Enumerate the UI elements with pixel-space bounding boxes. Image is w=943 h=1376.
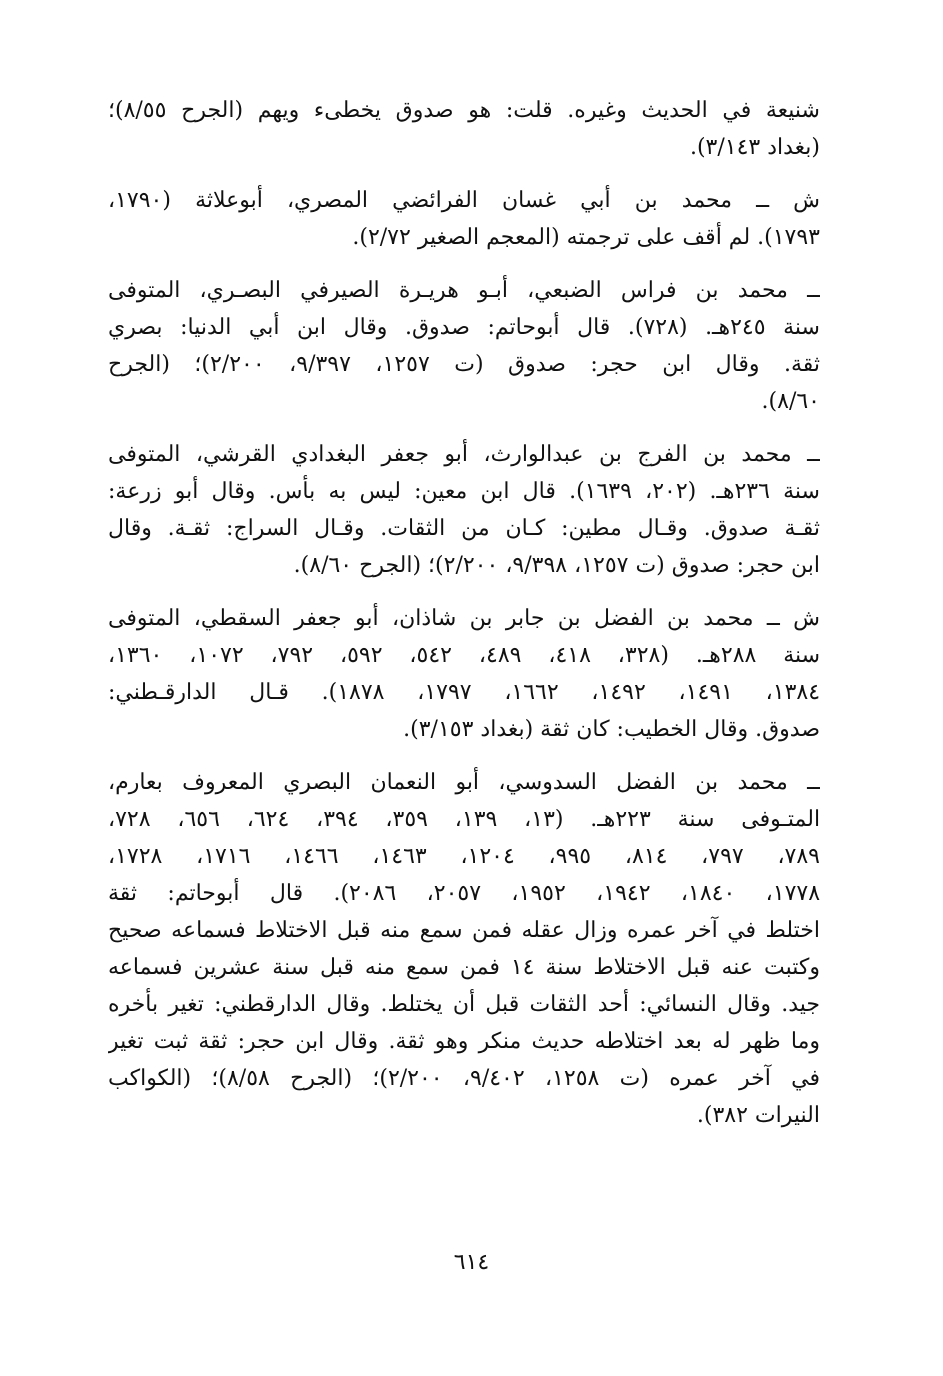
text-line: في آخر عمره (ت ١٢٥٨، ٩/٤٠٢، ٢/٢٠٠)؛ (الجرح ٨/٥٨)؛ (الكواكب — [108, 1066, 820, 1091]
text-line: وما ظهر له بعد اختلاطه حديث منكر وهو ثقة. وقال ابن حجر: ثقة ثبت تغير — [108, 1029, 820, 1054]
text-line: سنة ٢٣٦هـ. (٢٠٢، ١٦٣٩). قال ابن معين: ليس به بأس. وقال أبو زرعة: — [108, 479, 820, 504]
paragraph — [108, 182, 820, 256]
text-line: ابن حجر: صدوق (ت ١٢٥٧، ٩/٣٩٨، ٢/٢٠٠)؛ (الجرح ٨/٦٠). — [293, 553, 820, 578]
text-line: وكتبت عنه قبل الاختلاط سنة ١٤ فمن سمع منه قبل سنة عشرين فسماعه — [108, 955, 820, 980]
text-line: شنيعة في الحديث وغيره. قلت: هو صدوق يخطىء ويهم (الجرح ٨/٥٥)؛ — [108, 98, 820, 123]
text-line: ٨/٦٠). — [761, 389, 820, 414]
paragraph — [108, 764, 820, 1134]
text-line: ش ــ محمد بن الفضل بن جابر بن شاذان، أبو جعفر السقطي، المتوفى — [108, 606, 820, 631]
paragraph — [108, 92, 820, 166]
text-line: ١٧٩٣). لم أقف على ترجمته (المعجم الصغير ٢/٧٢). — [352, 225, 820, 250]
paragraph — [108, 436, 820, 584]
text-line: ــ محمد بن الفرج بن عبدالوارث، أبو جعفر البغدادي القرشي، المتوفى — [108, 442, 820, 467]
text-line: صدوق. وقال الخطيب: كان ثقة (بغداد ٣/١٥٣). — [403, 717, 820, 742]
text-line: النيرات ٣٨٢). — [696, 1103, 820, 1128]
text-line: ثقة. وقال ابن حجر: صدوق (ت ١٢٥٧، ٩/٣٩٧، ٢/٢٠٠)؛ (الجرح — [108, 352, 820, 377]
text-line: ٧٨٩، ٧٩٧، ٨١٤، ٩٩٥، ١٢٠٤، ١٤٦٣، ١٤٦٦، ١٧١٦، ١٧٢٨، — [108, 844, 820, 869]
text-line: اختلط في آخر عمره وزال عقله فمن سمع منه قبل الاختلاط فسماعه صحيح — [108, 918, 820, 943]
paragraph — [108, 272, 820, 420]
text-line: المتـوفى سنة ٢٢٣هـ. (١٣، ١٣٩، ٣٥٩، ٣٩٤، ٦٢٤، ٦٥٦، ٧٢٨، — [108, 807, 820, 832]
text-line: ١٧٧٨، ١٨٤٠، ١٩٤٢، ١٩٥٢، ٢٠٥٧، ٢٠٨٦). قال أبوحاتم: ثقة — [108, 881, 820, 906]
text-line: ــ محمد بن الفضل السدوسي، أبو النعمان البصري المعروف بعارم، — [108, 770, 820, 795]
text-line: سنة ٢٤٥هـ. (٧٢٨). قال أبوحاتم: صدوق. وقال ابن أبي الدنيا: بصري — [108, 315, 820, 340]
text-line: (بغداد ٣/١٤٣). — [689, 135, 820, 160]
text-line: ثقـة صدوق. وقـال مطين: كـان من الثقات. وقـال السراج: ثقـة. وقال — [108, 516, 820, 541]
text-line: سنة ٢٨٨هـ. (٣٢٨، ٤١٨، ٤٨٩، ٥٤٢، ٥٩٢، ٧٩٢، ١٠٧٢، ١٣٦٠، — [108, 643, 820, 668]
text-line: ــ محمد بن فراس الضبعي، أبـو هريـرة الصيرفي البصـري، المتوفى — [108, 278, 820, 303]
text-line: جيد. وقال النسائي: أحد الثقات قبل أن يختلط. وقال الدارقطني: تغير بأخره — [108, 992, 820, 1017]
page-number: ٦١٤ — [453, 1250, 490, 1275]
paragraph — [108, 600, 820, 748]
text-line: ١٣٨٤، ١٤٩١، ١٤٩٢، ١٦٦٢، ١٧٩٧، ١٨٧٨). قـال الدارقـطني: — [108, 680, 820, 705]
page-body — [108, 92, 820, 1150]
text-line: ش ــ محمد بن أبي غسان الفرائضي المصري، أبوعلاثة (١٧٩٠، — [108, 188, 820, 213]
